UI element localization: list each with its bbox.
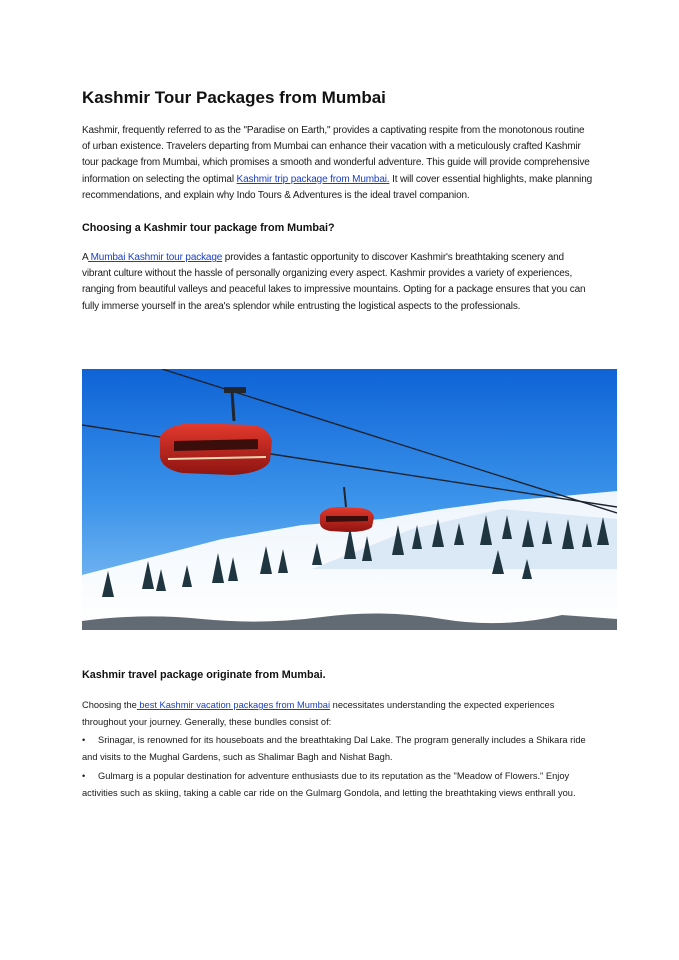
section2-text: Choosing the	[82, 700, 137, 710]
bullet-item-srinagar	[82, 732, 597, 766]
bullet-text: Srinagar, is renowned for its houseboats and the breathtaking Dal Lake. The program generally includes a Shikara ride and visits to the Mughal Gardens, such as Shalimar Bagh and Nishat Bagh.	[82, 735, 586, 762]
kashmir-trip-package-link[interactable]: Kashmir trip package from Mumbai.	[236, 173, 390, 185]
section1-paragraph	[82, 250, 594, 315]
intro-text: Kashmir, frequently referred to as the "Paradise on Earth," provides a captivating respite from the monotonous routine of urban existence. Travelers departing from Mumbai can enhance their vacation with a meticulously crafted Kashmir tour package from Mumbai, which promises a smooth and wonderful adventure. This guide will provide comprehensive information on selecting the optimal	[82, 125, 590, 185]
bullet-item-gulmarg	[82, 768, 597, 802]
section2-text-end: necessitates understanding the expected experiences throughout your journey. Generally, these bundles consist of:	[82, 700, 555, 727]
gondola-snow-photo	[82, 369, 617, 630]
best-kashmir-vacation-packages-link[interactable]: best Kashmir vacation packages from Mumbai	[136, 700, 331, 710]
section2-paragraph	[82, 697, 597, 731]
section1-text: A	[82, 252, 88, 263]
intro-text-end: It will cover essential highlights, make planning recommendations, and explain why Indo Tours & Adventures is the ideal travel companion.	[82, 173, 593, 201]
intro-paragraph	[82, 123, 594, 204]
page-title: Kashmir Tour Packages from Mumbai	[82, 88, 386, 107]
bullet-marker: •	[82, 771, 86, 781]
mumbai-kashmir-tour-package-link[interactable]: Mumbai Kashmir tour package	[87, 252, 223, 263]
bullet-marker: •	[82, 735, 86, 745]
section-heading-choosing: Choosing a Kashmir tour package from Mumbai?	[82, 222, 335, 234]
section1-text-end: provides a fantastic opportunity to discover Kashmir's breathtaking scenery and vibrant culture without the hassle of personally organizing every aspect. Kashmir provides a variety of experiences, ranging from beautiful valleys and peaceful lakes to impressive mountains. Opting for a package ensures that you can fully immerse yourself in the area's splendor while entrusting the logistical aspects to the professionals.	[82, 252, 586, 312]
section-heading-originate: Kashmir travel package originate from Mumbai.	[82, 669, 326, 681]
bullet-text: Gulmarg is a popular destination for adventure enthusiasts due to its reputation as the "Meadow of Flowers." Enjoy activities such as skiing, taking a cable car ride on the Gulmarg Gondola, and letting the breathtaking views enthrall you.	[82, 771, 576, 798]
